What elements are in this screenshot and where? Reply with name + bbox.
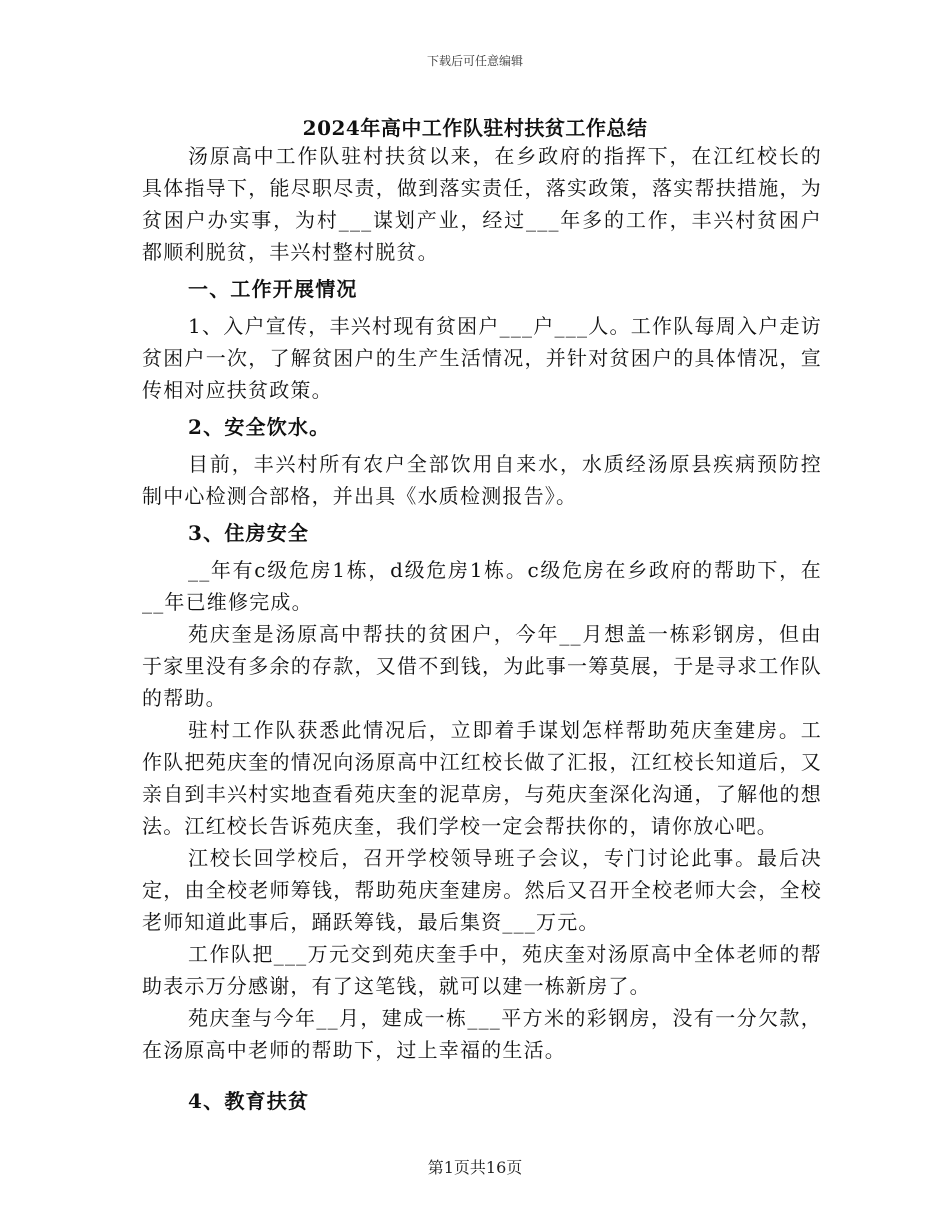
paragraph: 1、入户宣传，丰兴村现有贫困户___户___人。工作队每周入户走访贫困户一次，了解贫困户的生产生活情况，并针对贫困户的具体情况，宣传相对应扶贫政策。 (142, 314, 822, 402)
paragraph: 苑庆奎与今年__月，建成一栋___平方米的彩钢房，没有一分欠款，在汤原高中老师的帮助下，过上幸福的生活。 (142, 1006, 822, 1062)
page-footer: 第1页共16页 (427, 1158, 523, 1177)
section-heading: 2、安全饮水。 (188, 415, 331, 439)
paragraph: __年有c级危房1栋，d级危房1栋。c级危房在乡政府的帮助下，在__年已维修完成。 (142, 558, 822, 614)
document-title: 2024年高中工作队驻村扶贫工作总结 (302, 116, 648, 140)
paragraph: 工作队把___万元交到苑庆奎手中，苑庆奎对汤原高中全体老师的帮助表示万分感谢，有了这笔钱，就可以建一栋新房了。 (142, 942, 822, 998)
document-body (142, 140, 822, 1122)
header-note: 下载后可任意编辑 (426, 54, 523, 68)
paragraph: 汤原高中工作队驻村扶贫以来，在乡政府的指挥下，在江红校长的具体指导下，能尽职尽责，做到落实责任，落实政策，落实帮扶措施，为贫困户办实事，为村___谋划产业，经过___年多的工作，丰兴村贫困户都顺利脱贫，丰兴村整村脱贫。 (142, 144, 822, 264)
paragraph: 目前，丰兴村所有农户全部饮用自来水，水质经汤原县疾病预防控制中心检测合部格，并出具《水质检测报告》。 (142, 452, 822, 508)
section-heading: 一、工作开展情况 (188, 277, 358, 301)
section-heading: 4、教育扶贫 (188, 1089, 310, 1113)
paragraph: 江校长回学校后，召开学校领导班子会议，专门讨论此事。最后决定，由全校老师筹钱，帮助苑庆奎建房。然后又召开全校老师大会，全校老师知道此事后，踊跃筹钱，最后集资___万元。 (142, 846, 822, 934)
paragraph: 驻村工作队获悉此情况后，立即着手谋划怎样帮助苑庆奎建房。工作队把苑庆奎的情况向汤原高中江红校长做了汇报，江红校长知道后，又亲自到丰兴村实地查看苑庆奎的泥草房，与苑庆奎深化沟通，了解他的想法。江红校长告诉苑庆奎，我们学校一定会帮扶你的，请你放心吧。 (142, 718, 822, 838)
section-heading: 3、住房安全 (188, 521, 310, 545)
paragraph: 苑庆奎是汤原高中帮扶的贫困户，今年__月想盖一栋彩钢房，但由于家里没有多余的存款，又借不到钱，为此事一筹莫展，于是寻求工作队的帮助。 (142, 622, 822, 710)
